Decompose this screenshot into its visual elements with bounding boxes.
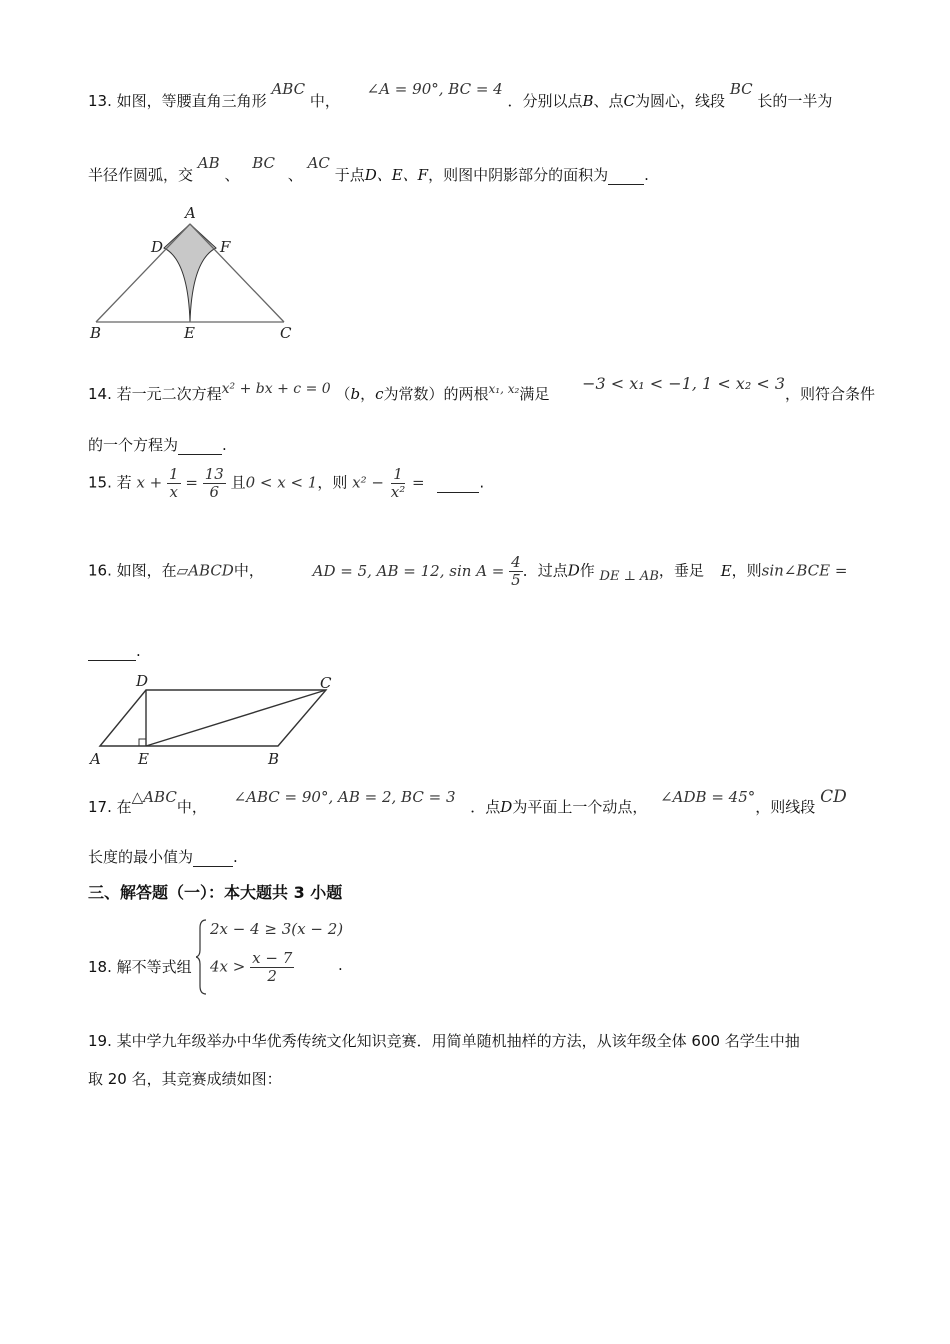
fraction-x-7-over-2: $\frac{x - 7}{2}$ — [252, 949, 293, 985]
label-f: F — [220, 238, 231, 256]
q17-line2: 长度的最小值为 . — [88, 848, 238, 866]
inequality-2: 4x > $\frac{x - 7}{2}$ — [210, 949, 293, 985]
label-d: D — [151, 238, 164, 256]
q19-line1: 19. 某中学九年级举办中华优秀传统文化知识竞赛．用简单随机抽样的方法，从该年级全体 600 名学生中抽 — [88, 1032, 800, 1050]
q17-line1: 17. 在△ABC中， ∠ABC = 90°, AB = 2, BC = 3 ．点D为平面上一个动点， ∠ADB = 45°，则线段 CD — [88, 787, 847, 816]
label-c: C — [280, 324, 292, 342]
parallelogram-abcd — [100, 690, 326, 746]
label-a: A — [90, 750, 101, 768]
q15-line: 15. 若 x + $\frac{1}{x}$ = $\frac{13}{6}$ 且0 < x < 1，则 x² − $\frac{1}{\text{x²}}$ = . — [88, 465, 485, 501]
q18-line: 18. 解不等式组 — [88, 958, 192, 976]
answer-blank — [193, 848, 233, 867]
label-b: B — [268, 750, 280, 768]
label-d: D — [136, 672, 149, 690]
label-a: A — [185, 204, 196, 222]
fraction-13-over-6: $\frac{13}{6}$ — [204, 465, 224, 501]
q14-number: 14. — [88, 385, 112, 403]
q19-line2: 取 20 名，其竞赛成绩如图： — [88, 1070, 282, 1088]
inequality-1: 2x − 4 ≥ 3(x − 2) — [210, 920, 344, 938]
side-ab — [96, 224, 190, 322]
figure-isosceles-triangle — [86, 204, 306, 344]
right-angle-mark — [139, 739, 146, 746]
q13-number: 13. — [88, 92, 112, 110]
fraction-1-over-x: $\frac{1}{x}$ — [169, 465, 179, 501]
q16-line2: . — [88, 642, 141, 661]
label-b: B — [90, 324, 102, 342]
segment-ec — [146, 690, 326, 746]
label-e: E — [184, 324, 195, 342]
brace-icon — [196, 918, 208, 996]
q14-line1: 14. 若一元二次方程x² + bx + c = 0 （b，c为常数）的两根$^{x_1, x_2}$满足 −3 < x₁ < −1, 1 < x₂ < 3，则符合条件 — [88, 374, 876, 403]
answer-blank — [88, 642, 136, 661]
answer-blank — [178, 436, 222, 455]
q13-line1: 13. 如图，等腰直角三角形 ABC 中， ∠A = 90°, BC = 4 ．分别以点B、点C为圆心，线段 BC 长的一半为 — [88, 80, 833, 110]
side-ac — [190, 224, 284, 322]
q18-end: . — [338, 956, 343, 974]
q13-line2: 半径作圆弧，交 AB 、 BC 、 AC 于点D、E、F，则图中阴影部分的面积为 . — [88, 154, 649, 184]
q16-number: 16. — [88, 561, 112, 580]
label-c: C — [320, 674, 332, 692]
answer-blank — [437, 474, 479, 493]
section-heading: 三、解答题（一）：本大题共 3 小题 — [88, 883, 343, 902]
q15-number: 15. — [88, 473, 112, 492]
figure-parallelogram — [86, 672, 346, 772]
q17-number: 17. — [88, 798, 112, 816]
fraction-4-over-5: $\frac{4}{5}$ — [511, 553, 521, 589]
fraction-1-over-x2: $\frac{1}{\text{x²}}$ — [390, 465, 406, 501]
label-e: E — [138, 750, 149, 768]
q18-number: 18. — [88, 958, 112, 976]
q16-line1: 16. 如图，在▱ABCD中， AD = 5, AB = 12, sin A = $\frac{4}{5}$ ．过点D作 DE ⊥ AB，垂足 E，则sin∠BCE = — [88, 553, 848, 589]
answer-blank — [608, 166, 644, 185]
shaded-region — [164, 224, 216, 322]
q14-line2: 的一个方程为 . — [88, 436, 227, 454]
